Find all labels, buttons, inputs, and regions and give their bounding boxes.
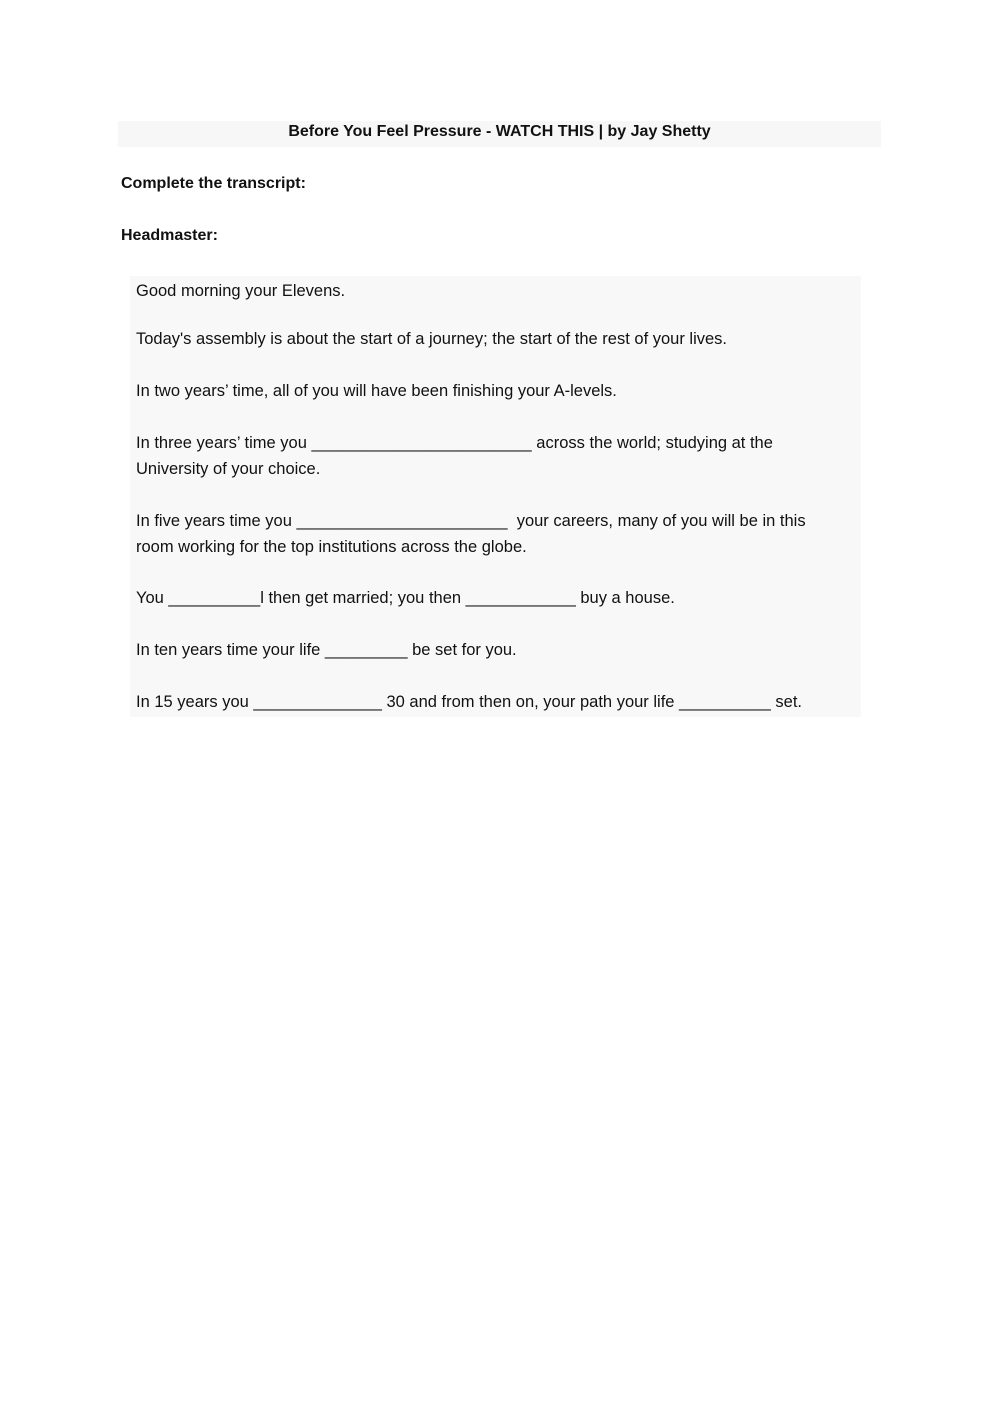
transcript-line: In three years’ time you ________________________ across the world; studying at the University of your choice.: [136, 434, 773, 478]
transcript-line: In two years’ time, all of you will have been finishing your A-levels.: [136, 382, 617, 400]
transcript-box: [130, 276, 861, 717]
document-title: Before You Feel Pressure - WATCH THIS | by Jay Shetty: [118, 121, 881, 147]
transcript-line: Good morning your Elevens.: [136, 282, 346, 300]
transcript-line: In ten years time your life _________ be set for you.: [136, 641, 517, 659]
instructions-heading: Complete the transcript:: [121, 175, 306, 192]
transcript-line: Today's assembly is about the start of a journey; the start of the rest of your lives.: [136, 330, 728, 348]
transcript-line: In five years time you _______________________ your careers, many of you will be in this room working for the top institutions across the globe.: [136, 512, 806, 556]
transcript-line: In 15 years you ______________ 30 and from then on, your path your life __________ set.: [136, 693, 802, 711]
transcript-line: You __________l then get married; you then ____________ buy a house.: [136, 589, 675, 607]
speaker-label: Headmaster:: [121, 227, 218, 244]
